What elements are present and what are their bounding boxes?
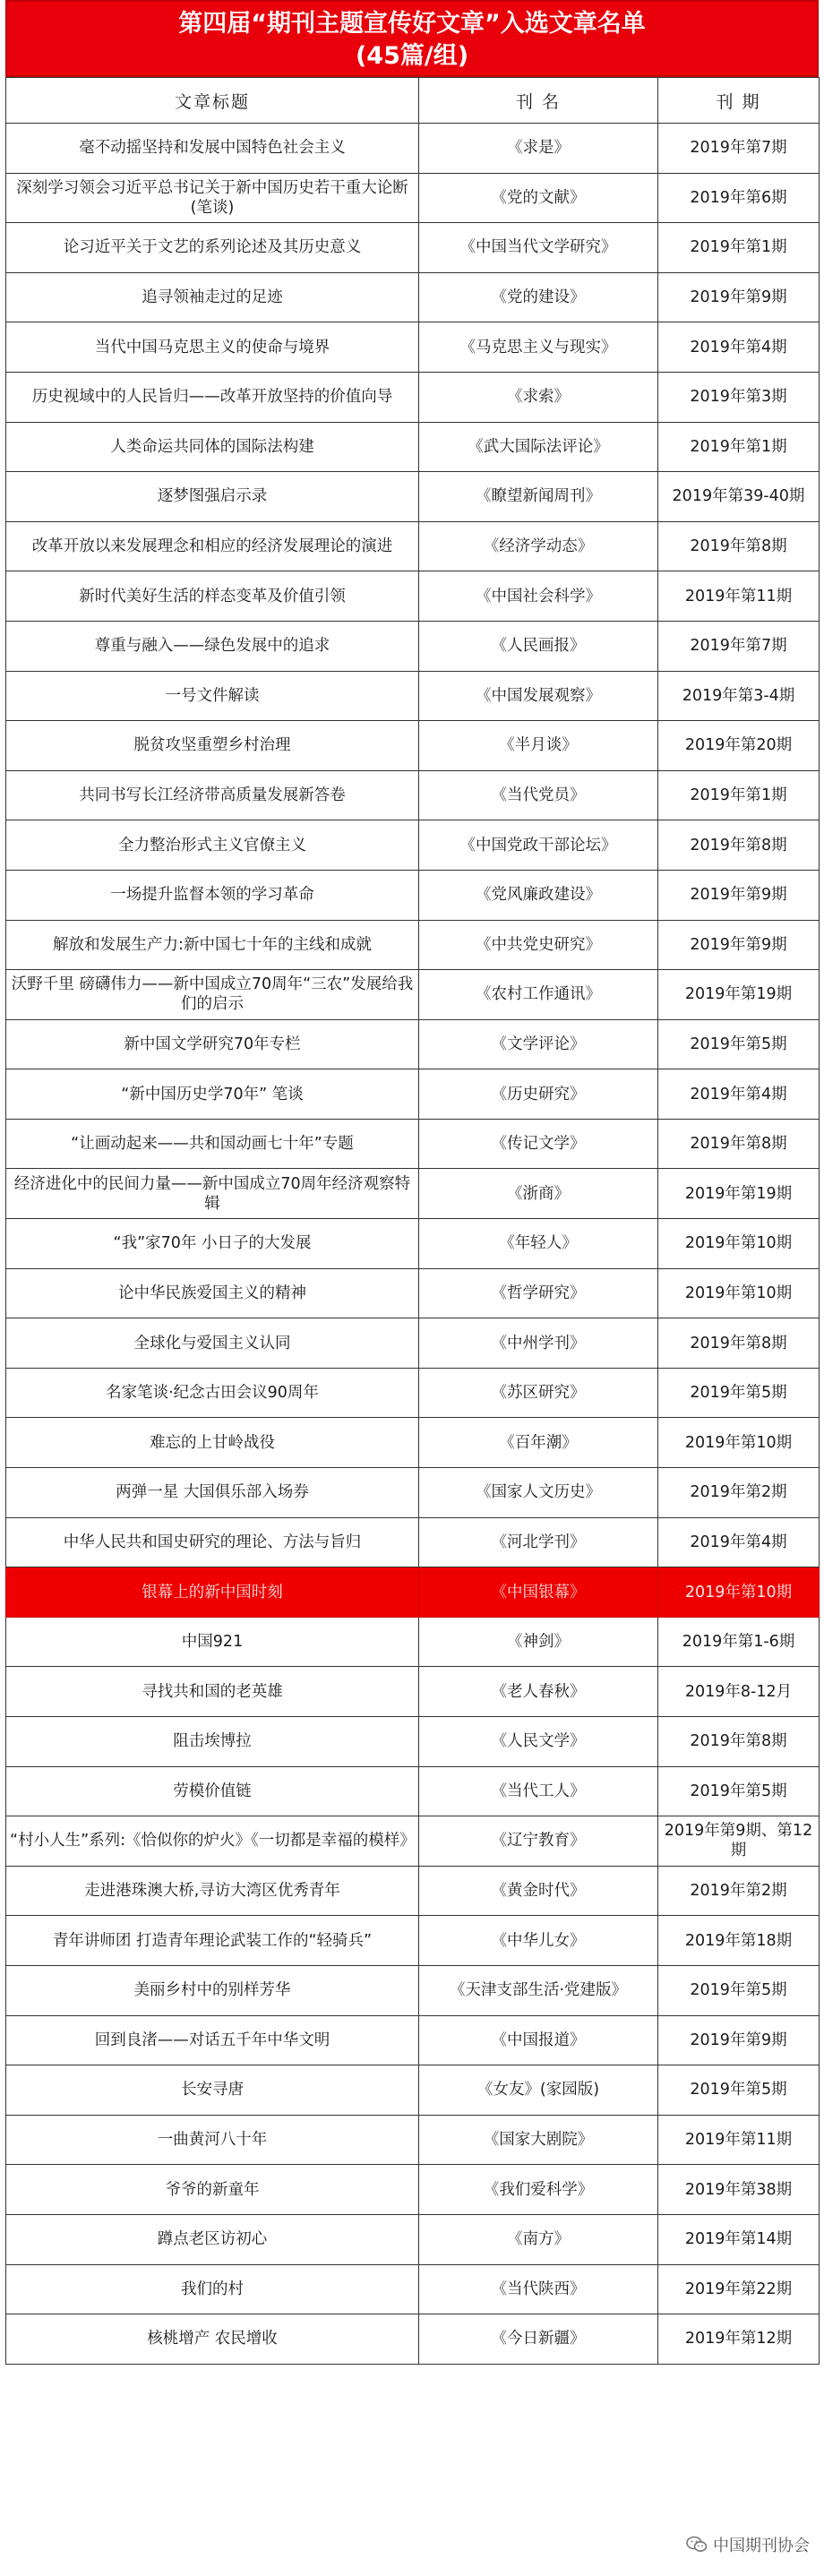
cell-title: 劳模价值链	[6, 1766, 419, 1816]
page-title: 第四届“期刊主题宣传好文章”入选文章名单	[178, 10, 646, 38]
cell-issue: 2019年第10期	[658, 1219, 820, 1269]
cell-title: “新中国历史学70年” 笔谈	[6, 1069, 419, 1120]
cell-title: 中华人民共和国史研究的理论、方法与旨归	[6, 1517, 419, 1567]
cell-journal: 《河北学刊》	[419, 1517, 658, 1567]
cell-journal: 《武大国际法评论》	[419, 422, 658, 472]
cell-title: 新中国文学研究70年专栏	[6, 1019, 419, 1069]
cell-title: 核桃增产 农民增收	[6, 2314, 419, 2365]
cell-journal: 《传记文学》	[419, 1119, 658, 1169]
cell-issue: 2019年第22期	[658, 2264, 820, 2314]
cell-journal: 《当代陕西》	[419, 2264, 658, 2314]
wechat-icon	[686, 2536, 708, 2554]
table-row	[6, 1019, 820, 1069]
table-row	[6, 1866, 820, 1916]
cell-journal: 《人民文学》	[419, 1717, 658, 1767]
cell-title: 经济进化中的民间力量——新中国成立70周年经济观察特辑	[6, 1169, 419, 1219]
title-banner	[5, 0, 819, 77]
watermark-text: 中国期刊协会	[713, 2537, 810, 2555]
cell-issue: 2019年第14期	[658, 2214, 820, 2264]
column-header-issue: 刊 期	[658, 78, 820, 124]
cell-journal: 《文学评论》	[419, 1019, 658, 1069]
cell-title: 寻找共和国的老英雄	[6, 1667, 419, 1717]
cell-issue: 2019年第8期	[658, 1119, 820, 1169]
table-row-highlighted	[6, 1567, 820, 1618]
cell-title: 论习近平关于文艺的系列论述及其历史意义	[6, 223, 419, 273]
table-row	[6, 2165, 820, 2215]
cell-journal: 《中华儿女》	[419, 1916, 658, 1966]
cell-issue: 2019年第11期	[658, 571, 820, 622]
cell-issue: 2019年第20期	[658, 721, 820, 771]
table-row	[6, 1368, 820, 1418]
table-body	[6, 124, 820, 2365]
cell-title: 人类命运共同体的国际法构建	[6, 422, 419, 472]
cell-issue: 2019年第18期	[658, 1916, 820, 1966]
cell-journal: 《国家大剧院》	[419, 2115, 658, 2165]
table-row	[6, 2214, 820, 2264]
cell-title: 青年讲师团 打造青年理论武装工作的“轻骑兵”	[6, 1916, 419, 1966]
cell-journal: 《中国当代文学研究》	[419, 223, 658, 273]
table-row	[6, 870, 820, 920]
cell-title: “村小人生”系列:《恰似你的炉火》《一切都是幸福的模样》	[6, 1816, 419, 1867]
cell-issue: 2019年第9期	[658, 2015, 820, 2065]
table-row	[6, 970, 820, 1020]
cell-title: 阻击埃博拉	[6, 1717, 419, 1767]
cell-title: 两弹一星 大国俱乐部入场券	[6, 1468, 419, 1518]
cell-title: 我们的村	[6, 2264, 419, 2314]
table-row	[6, 1169, 820, 1219]
cell-journal: 《天津支部生活·党建版》	[419, 1965, 658, 2015]
table-row	[6, 820, 820, 871]
cell-journal: 《历史研究》	[419, 1069, 658, 1120]
table-row	[6, 1418, 820, 1468]
cell-title: 尊重与融入——绿色发展中的追求	[6, 621, 419, 671]
cell-journal: 《年轻人》	[419, 1219, 658, 1269]
cell-title: “我”家70年 小日子的大发展	[6, 1219, 419, 1269]
table-header-row	[6, 78, 820, 124]
cell-journal: 《哲学研究》	[419, 1268, 658, 1318]
cell-title: 深刻学习领会习近平总书记关于新中国历史若干重大论断(笔谈)	[6, 173, 419, 223]
cell-title: 难忘的上甘岭战役	[6, 1418, 419, 1468]
table-row	[6, 2015, 820, 2065]
cell-title: “让画动起来——共和国动画七十年”专题	[6, 1119, 419, 1169]
cell-journal: 《苏区研究》	[419, 1368, 658, 1418]
cell-issue: 2019年第1期	[658, 770, 820, 820]
cell-issue: 2019年第5期	[658, 1368, 820, 1418]
cell-title: 追寻领袖走过的足迹	[6, 272, 419, 322]
cell-title: 美丽乡村中的别样芳华	[6, 1965, 419, 2015]
table-row	[6, 2065, 820, 2116]
table-row	[6, 223, 820, 273]
cell-journal: 《我们爱科学》	[419, 2165, 658, 2215]
cell-title: 一场提升监督本领的学习革命	[6, 870, 419, 920]
cell-issue: 2019年第8期	[658, 1717, 820, 1767]
cell-journal: 《当代党员》	[419, 770, 658, 820]
cell-journal: 《求索》	[419, 372, 658, 422]
table-row	[6, 1318, 820, 1369]
cell-issue: 2019年第38期	[658, 2165, 820, 2215]
table-row	[6, 1119, 820, 1169]
cell-title: 论中华民族爱国主义的精神	[6, 1268, 419, 1318]
cell-title: 当代中国马克思主义的使命与境界	[6, 322, 419, 373]
table-row	[6, 621, 820, 671]
cell-title: 回到良渚——对话五千年中华文明	[6, 2015, 419, 2065]
cell-issue: 2019年第10期	[658, 1418, 820, 1468]
cell-issue: 2019年第4期	[658, 1069, 820, 1120]
cell-issue: 2019年第1期	[658, 422, 820, 472]
cell-issue: 2019年第10期	[658, 1567, 820, 1618]
cell-title: 毫不动摇坚持和发展中国特色社会主义	[6, 124, 419, 174]
table-row	[6, 2314, 820, 2365]
cell-journal: 《瞭望新闻周刊》	[419, 472, 658, 522]
cell-issue: 2019年第3-4期	[658, 671, 820, 721]
cell-title: 共同书写长江经济带高质量发展新答卷	[6, 770, 419, 820]
cell-issue: 2019年第9期	[658, 920, 820, 970]
table-row	[6, 2115, 820, 2165]
cell-title: 一曲黄河八十年	[6, 2115, 419, 2165]
cell-journal: 《党的文献》	[419, 173, 658, 223]
cell-title: 一号文件解读	[6, 671, 419, 721]
table-row	[6, 1468, 820, 1518]
article-table	[5, 77, 820, 2365]
cell-journal: 《党风廉政建设》	[419, 870, 658, 920]
cell-issue: 2019年第5期	[658, 1766, 820, 1816]
table-row	[6, 1268, 820, 1318]
table-row	[6, 721, 820, 771]
table-row	[6, 1816, 820, 1867]
cell-title: 银幕上的新中国时刻	[6, 1567, 419, 1618]
cell-title: 全球化与爱国主义认同	[6, 1318, 419, 1369]
table-row	[6, 521, 820, 571]
cell-title: 蹲点老区访初心	[6, 2214, 419, 2264]
cell-issue: 2019年第19期	[658, 1169, 820, 1219]
cell-issue: 2019年第7期	[658, 621, 820, 671]
cell-journal: 《人民画报》	[419, 621, 658, 671]
cell-title: 改革开放以来发展理念和相应的经济发展理论的演进	[6, 521, 419, 571]
cell-title: 解放和发展生产力:新中国七十年的主线和成就	[6, 920, 419, 970]
cell-issue: 2019年第3期	[658, 372, 820, 422]
cell-journal: 《党的建设》	[419, 272, 658, 322]
cell-journal: 《百年潮》	[419, 1418, 658, 1468]
cell-journal: 《中国社会科学》	[419, 571, 658, 622]
cell-title: 脱贫攻坚重塑乡村治理	[6, 721, 419, 771]
column-header-title: 文章标题	[6, 78, 419, 124]
cell-issue: 2019年第5期	[658, 1965, 820, 2015]
cell-journal: 《中国银幕》	[419, 1567, 658, 1618]
page-subtitle: (45篇/组)	[355, 42, 469, 70]
cell-issue: 2019年第5期	[658, 2065, 820, 2116]
cell-journal: 《中国党政干部论坛》	[419, 820, 658, 871]
cell-issue: 2019年第6期	[658, 173, 820, 223]
cell-title: 新时代美好生活的样态变革及价值引领	[6, 571, 419, 622]
table-row	[6, 1069, 820, 1120]
table-row	[6, 770, 820, 820]
cell-journal: 《中共党史研究》	[419, 920, 658, 970]
cell-issue: 2019年第9期	[658, 272, 820, 322]
cell-journal: 《南方》	[419, 2214, 658, 2264]
cell-journal: 《求是》	[419, 124, 658, 174]
cell-title: 沃野千里 磅礴伟力——新中国成立70周年“三农”发展给我们的启示	[6, 970, 419, 1020]
table-row	[6, 173, 820, 223]
cell-issue: 2019年第7期	[658, 124, 820, 174]
cell-title: 中国921	[6, 1617, 419, 1667]
cell-issue: 2019年第19期	[658, 970, 820, 1020]
cell-title: 全力整治形式主义官僚主义	[6, 820, 419, 871]
cell-issue: 2019年第1期	[658, 223, 820, 273]
cell-journal: 《农村工作通讯》	[419, 970, 658, 1020]
cell-title: 长安寻唐	[6, 2065, 419, 2116]
cell-issue: 2019年第8期	[658, 521, 820, 571]
table-row	[6, 472, 820, 522]
table-row	[6, 1667, 820, 1717]
cell-issue: 2019年第9期、第12期	[658, 1816, 820, 1867]
cell-journal: 《辽宁教育》	[419, 1816, 658, 1867]
table-row	[6, 1916, 820, 1966]
cell-journal: 《当代工人》	[419, 1766, 658, 1816]
table-row	[6, 671, 820, 721]
cell-journal: 《神剑》	[419, 1617, 658, 1667]
table-row	[6, 422, 820, 472]
cell-issue: 2019年第8期	[658, 820, 820, 871]
table-row	[6, 1517, 820, 1567]
list-sheet	[5, 0, 819, 2365]
table-row	[6, 571, 820, 622]
cell-journal: 《浙商》	[419, 1169, 658, 1219]
cell-issue: 2019年第2期	[658, 1866, 820, 1916]
cell-issue: 2019年第10期	[658, 1268, 820, 1318]
table-row	[6, 1717, 820, 1767]
cell-title: 历史视域中的人民旨归——改革开放坚持的价值向导	[6, 372, 419, 422]
cell-journal: 《中国发展观察》	[419, 671, 658, 721]
cell-issue: 2019年第11期	[658, 2115, 820, 2165]
cell-journal: 《国家人文历史》	[419, 1468, 658, 1518]
table-row	[6, 124, 820, 174]
table-row	[6, 1617, 820, 1667]
cell-journal: 《中州学刊》	[419, 1318, 658, 1369]
cell-journal: 《中国报道》	[419, 2015, 658, 2065]
column-header-journal: 刊 名	[419, 78, 658, 124]
cell-issue: 2019年第39-40期	[658, 472, 820, 522]
cell-journal: 《马克思主义与现实》	[419, 322, 658, 373]
cell-title: 逐梦图强启示录	[6, 472, 419, 522]
table-row	[6, 920, 820, 970]
cell-issue: 2019年第4期	[658, 322, 820, 373]
table-row	[6, 1766, 820, 1816]
table-row	[6, 372, 820, 422]
table-row	[6, 1965, 820, 2015]
cell-issue: 2019年第1-6期	[658, 1617, 820, 1667]
table-row	[6, 2264, 820, 2314]
watermark	[686, 2533, 810, 2556]
cell-title: 爷爷的新童年	[6, 2165, 419, 2215]
cell-journal: 《女友》(家园版)	[419, 2065, 658, 2116]
cell-issue: 2019年第2期	[658, 1468, 820, 1518]
cell-journal: 《黄金时代》	[419, 1866, 658, 1916]
cell-issue: 2019年第5期	[658, 1019, 820, 1069]
cell-issue: 2019年第9期	[658, 870, 820, 920]
cell-journal: 《经济学动态》	[419, 521, 658, 571]
table-row	[6, 272, 820, 322]
cell-issue: 2019年第4期	[658, 1517, 820, 1567]
cell-issue: 2019年第8期	[658, 1318, 820, 1369]
cell-journal: 《半月谈》	[419, 721, 658, 771]
cell-title: 名家笔谈·纪念古田会议90周年	[6, 1368, 419, 1418]
cell-title: 走进港珠澳大桥,寻访大湾区优秀青年	[6, 1866, 419, 1916]
cell-issue: 2019年第12期	[658, 2314, 820, 2365]
table-row	[6, 1219, 820, 1269]
cell-journal: 《老人春秋》	[419, 1667, 658, 1717]
cell-issue: 2019年8-12月	[658, 1667, 820, 1717]
table-row	[6, 322, 820, 373]
cell-journal: 《今日新疆》	[419, 2314, 658, 2365]
